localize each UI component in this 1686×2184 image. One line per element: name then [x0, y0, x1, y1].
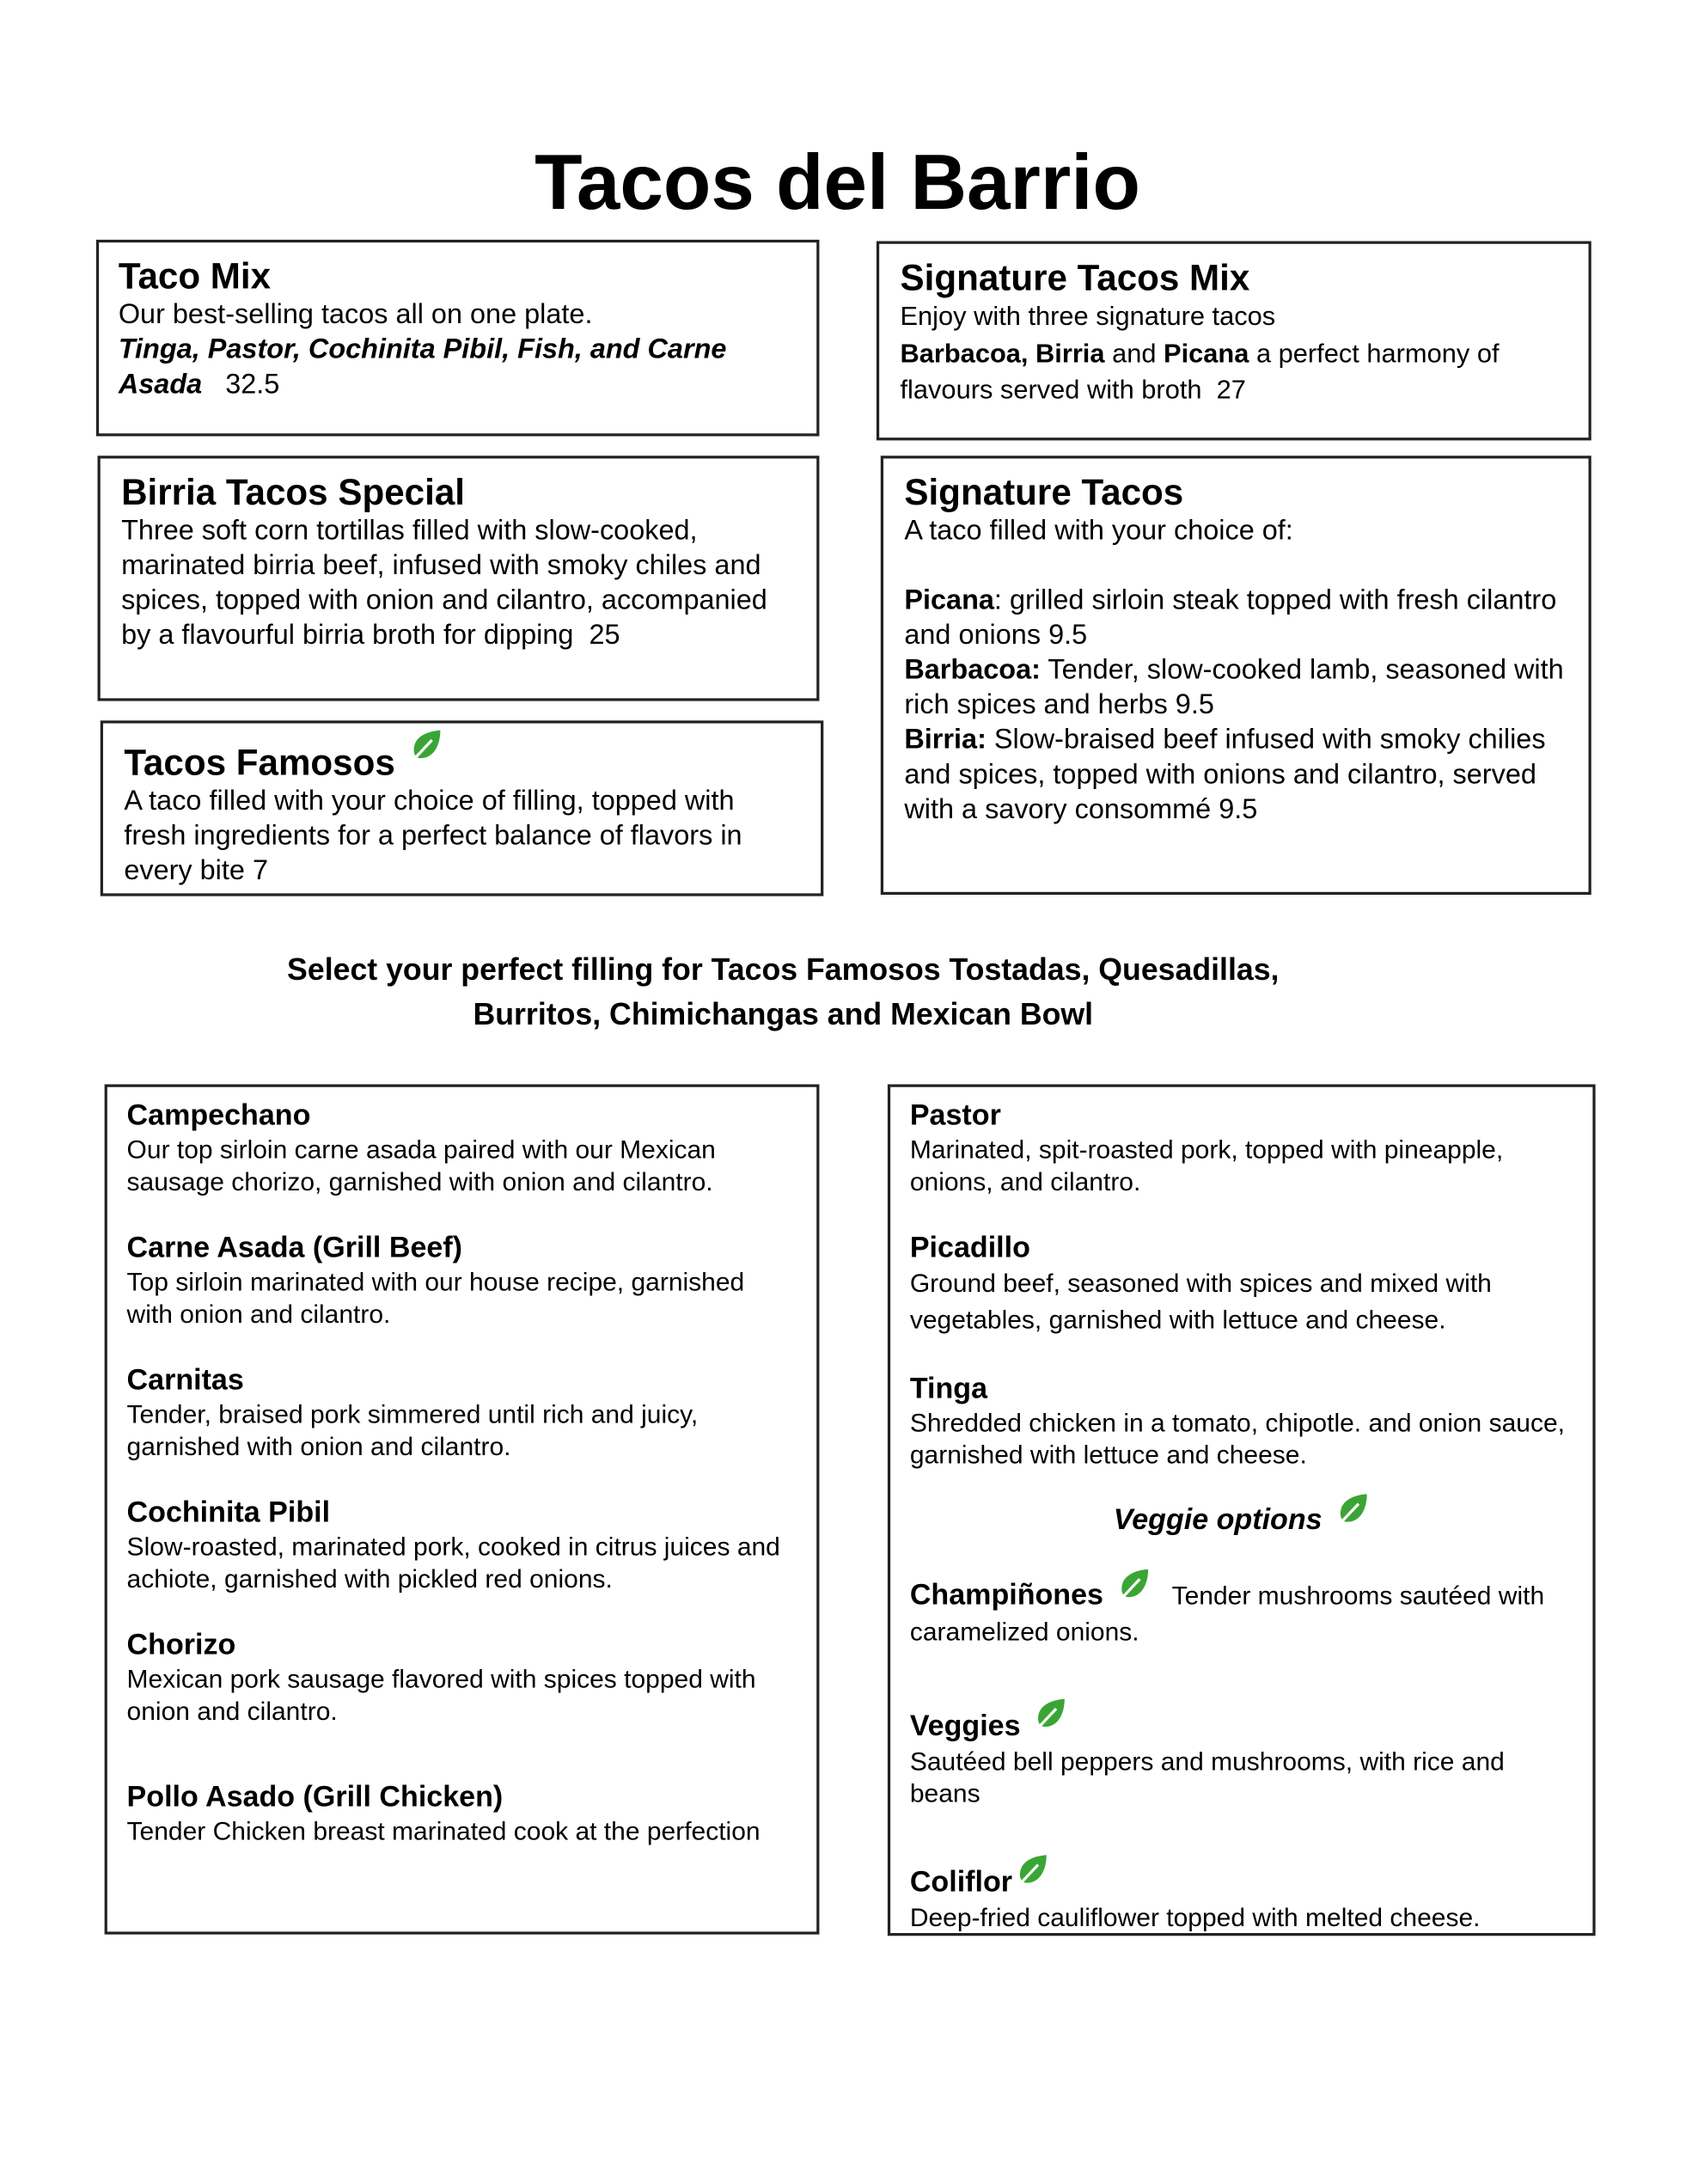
item-name: Birria Tacos Special — [121, 471, 465, 513]
filling-item: Carnitas Tender, braised pork simmered until rich and juicy, garnished with onion and cilantro. — [126, 1364, 699, 1461]
signature-tacos-card — [881, 456, 1591, 895]
signature-tacos-mix-card — [877, 242, 1591, 441]
item-price: 25 — [589, 620, 620, 652]
taco-mix-card — [96, 240, 820, 437]
leaf-icon — [406, 729, 443, 765]
item-price: 32.5 — [225, 369, 280, 401]
filling-item: Cochinita Pibil Slow-roasted, marinated pork, cooked in citrus juices and achiote, garnished with pickled red onions. — [126, 1496, 780, 1594]
item-name: Signature Tacos — [904, 471, 1184, 513]
filling-item: Carne Asada (Grill Beef) Top sirloin marinated with our house recipe, garnished with onion and cilantro. — [126, 1232, 745, 1329]
text: and — [1104, 339, 1164, 369]
item-description: Enjoy with three signature tacos — [900, 302, 1276, 332]
filling-item: Picadillo Ground beef, seasoned with spices and mixed with vegetables, garnished with lettuce and cheese. — [909, 1232, 1492, 1334]
tacos-famosos-card — [101, 720, 824, 896]
fillings-left-card — [105, 1085, 820, 1935]
birria-tacos-card — [98, 456, 820, 700]
item-name: Signature Tacos Mix — [900, 256, 1250, 299]
item-intro: A taco filled with your choice of: — [904, 515, 1293, 547]
filling-item: Pastor Marinated, spit-roasted pork, topped with pineapple, onions, and cilantro. — [909, 1099, 1504, 1196]
filling-item: Chorizo Mexican pork sausage flavored with spices topped with onion and cilantro. — [126, 1629, 756, 1726]
item-description: Three soft corn tortillas filled with slow-cooked, marinated birria beef, infused with smoky chiles and spices, topped with onion and cilantro, accompanied by a flavourful birria broth for dipping — [121, 515, 767, 652]
heading-line: Select your perfect filling for Tacos Famosos Tostadas, Quesadillas, — [287, 951, 1280, 988]
item-price: 7 — [252, 855, 268, 887]
bold-names: Barbacoa, Birria — [900, 339, 1105, 369]
veggie-item: Veggies Sautéed bell peppers and mushrooms, with rice and beans — [910, 1709, 1573, 1809]
heading-line: Burritos, Chimichangas and Mexican Bowl — [473, 996, 1094, 1031]
veggie-item: Champiñones Tender mushrooms sautéed with caramelized onions. — [910, 1579, 1573, 1647]
leaf-icon — [1334, 1493, 1370, 1529]
item-list: Tinga, Pastor, Cochinita Pibil, Fish, and Carne Asada — [118, 334, 727, 401]
item-price: 27 — [1216, 376, 1246, 406]
fillings-right-card — [888, 1085, 1596, 1936]
filling-item: Tinga Shredded chicken in a tomato, chipotle. and onion sauce, garnished with lettuce and cheese. — [909, 1373, 1565, 1470]
item-description: A taco filled with your choice of filling, topped with fresh ingredients for a perfect balance of flavors in every bite — [124, 786, 742, 887]
fillings-heading — [0, 948, 1567, 1037]
bold-name: Picana — [1164, 339, 1249, 369]
item-name: Taco Mix — [118, 254, 272, 297]
leaf-icon — [1115, 1568, 1151, 1604]
leaf-icon — [1012, 1854, 1048, 1890]
filling-item: Pollo Asado (Grill Chicken) Tender Chicken breast marinated cook at the perfection — [126, 1781, 761, 1845]
veggie-options-heading: Veggie options — [910, 1504, 1573, 1540]
item-description: Our best-selling tacos all on one plate. — [118, 299, 593, 331]
restaurant-title: Tacos del Barrio — [535, 138, 1140, 226]
option-birria: Birria: Slow-braised beef infused with smoky chilies and spices, topped with onions and cilantro, served with a savory consommé 9.5 — [904, 725, 1546, 825]
item-name: Tacos Famosos — [124, 741, 395, 784]
option-picana: Picana: grilled sirloin steak topped with fresh cilantro and onions 9.5 — [904, 585, 1557, 652]
option-barbacoa: Barbacoa: Tender, slow-cooked lamb, seasoned with rich spices and herbs 9.5 — [904, 655, 1564, 721]
veggie-item: Coliflor Deep-fried cauliflower topped with melted cheese. — [910, 1865, 1573, 1933]
filling-item: Campechano Our top sirloin carne asada paired with our Mexican sausage chorizo, garnished with onion and cilantro. — [126, 1099, 716, 1196]
text: a perfect harmony of flavours served with broth — [900, 339, 1500, 406]
leaf-icon — [1032, 1698, 1068, 1734]
